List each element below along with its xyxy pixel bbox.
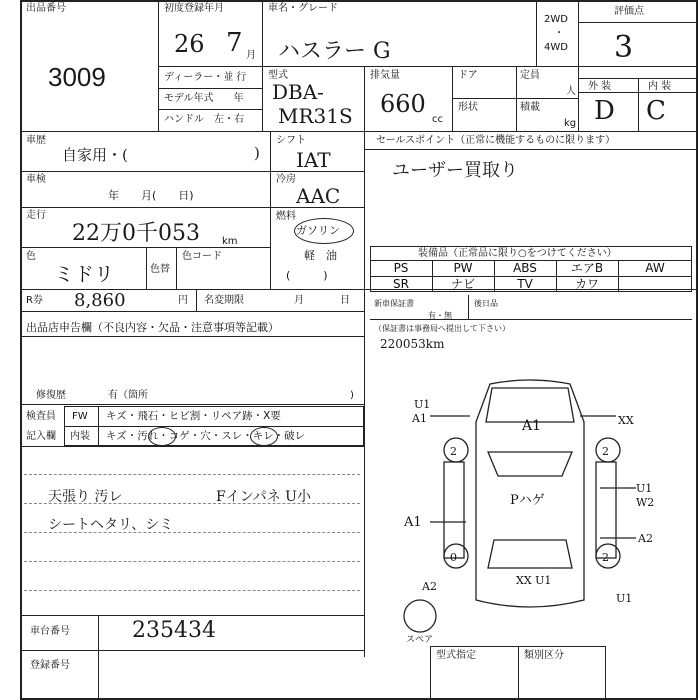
warranty-note: （保証書は事務局へ提出して下さい） <box>374 324 510 333</box>
diag-label: A1 <box>412 412 427 425</box>
divider <box>20 336 364 337</box>
note-line1: 天張り 汚レ <box>48 489 123 505</box>
spare-label: スペア <box>406 635 434 645</box>
inspector-label2: 記入欄 <box>26 431 56 442</box>
dealer-line3: ハンドル 左・右 <box>164 114 244 125</box>
color-change-label: 色替 <box>150 264 170 275</box>
displacement-unit: cc <box>432 114 443 125</box>
divider <box>364 149 698 150</box>
divider <box>20 446 364 447</box>
dealer-line1: ディーラー・並 行 <box>164 72 247 83</box>
interior-grade: C <box>646 96 666 126</box>
divider <box>364 131 365 289</box>
displacement-label: 排気量 <box>370 70 400 81</box>
fuel-selected-circle <box>294 218 354 244</box>
equip-navi: ナビ <box>450 277 475 291</box>
divider <box>98 406 99 446</box>
divider <box>468 295 469 319</box>
capacity-label: 定員 <box>520 70 540 81</box>
repair-close: ) <box>350 390 354 401</box>
mileage-value: 22万0千053 <box>72 221 200 246</box>
diag-label: Pハゲ <box>510 493 545 508</box>
color-code-label: 色コード <box>182 251 222 262</box>
interior-label: 内 装 <box>648 81 672 92</box>
capacity-unit: 人 <box>566 86 576 97</box>
damage-diagram <box>370 352 692 652</box>
rear-seat-label: 後日品 <box>474 299 498 308</box>
fw-label: FW <box>72 411 88 422</box>
diag-label: 2 <box>450 445 457 458</box>
divider <box>20 131 698 132</box>
registration-label: 登録番号 <box>30 660 70 671</box>
note-line1b: Fインパネ U小 <box>216 489 311 505</box>
diag-label: A1 <box>404 515 422 530</box>
diag-label: A1 <box>522 418 542 434</box>
name-change-month: 月 <box>294 295 304 306</box>
divider <box>158 88 262 89</box>
equip-airbag: エアB <box>570 261 604 275</box>
mileage-label: 走行 <box>26 210 46 221</box>
first-reg-label: 初度登録年月 <box>164 3 224 14</box>
frame-value: 235434 <box>132 618 216 643</box>
mileage-unit: km <box>222 236 238 247</box>
shape-label: 形状 <box>458 102 478 113</box>
divider <box>20 650 364 651</box>
spare-tire <box>404 600 436 632</box>
name-change-label: 名変期限 <box>204 295 244 306</box>
first-reg-month: 7 <box>226 28 243 58</box>
drive-dot: ・ <box>554 28 564 39</box>
first-reg-year: 26 <box>174 30 205 58</box>
divider <box>158 109 262 110</box>
note-line <box>24 561 360 562</box>
history-close: ) <box>254 144 260 162</box>
displacement-value: 660 <box>380 90 426 118</box>
divider <box>536 0 537 66</box>
divider <box>20 311 364 312</box>
stain-mark-circle <box>148 427 176 446</box>
divider <box>638 78 639 131</box>
equip-sr: SR <box>393 277 409 291</box>
equipment-title: 装備品（正常品に限り○をつけてください） <box>418 248 617 259</box>
fuel-label: 燃料 <box>276 211 296 222</box>
divider <box>364 66 365 131</box>
doors-label: ドア <box>458 70 478 81</box>
diag-label: A2 <box>638 532 653 545</box>
shift-value: IAT <box>296 148 331 172</box>
model-line1: DBA- <box>272 80 324 104</box>
diag-label: U1 <box>414 398 431 411</box>
divider <box>158 66 698 67</box>
divider <box>370 319 692 320</box>
rear-window <box>488 540 572 568</box>
equip-tv: TV <box>517 277 533 291</box>
diag-label: 0 <box>450 551 457 564</box>
remarks-label: 出品店申告欄（不良内容・欠品・注意事項等記載） <box>26 321 279 334</box>
repair-value: 有（箇所 <box>108 390 148 401</box>
hood-outline <box>486 388 574 422</box>
diag-label: XX <box>618 414 634 427</box>
divider <box>518 646 519 700</box>
divider <box>452 98 578 99</box>
divider <box>270 131 271 289</box>
load-label: 積載 <box>520 102 540 113</box>
divider <box>20 615 364 616</box>
equip-abs: ABS <box>513 261 537 275</box>
diag-label: U1 <box>616 592 633 605</box>
history-value: 自家用・( <box>62 146 128 164</box>
exterior-label: 外 装 <box>588 81 612 92</box>
lot-label: 出品番号 <box>26 3 66 14</box>
interior-insp-label: 内装 <box>70 431 90 442</box>
inspection-label: 車検 <box>26 174 46 185</box>
recycle-label: R券 <box>26 295 43 306</box>
frame-label: 車台番号 <box>30 626 70 637</box>
month-unit: 月 <box>246 50 256 61</box>
divider <box>578 22 698 23</box>
divider <box>146 247 147 289</box>
exterior-grade: D <box>594 96 615 126</box>
shift-label: シフト <box>276 135 306 146</box>
equip-pw: PW <box>453 261 473 275</box>
ac-label: 冷房 <box>276 174 296 185</box>
sales-point-value: ユーザー買取り <box>392 160 518 181</box>
class-label: 類別区分 <box>524 650 564 661</box>
fuel-gasoline: ガソリン <box>296 224 340 237</box>
divider <box>20 404 364 405</box>
name-change-day: 日 <box>340 295 350 306</box>
color-label: 色 <box>26 251 36 262</box>
divider <box>64 426 364 427</box>
drive-4wd: 4WD <box>544 42 568 53</box>
divider <box>196 289 197 311</box>
diag-label: W2 <box>636 496 655 509</box>
equip-ps: PS <box>393 261 409 275</box>
diag-label: 2 <box>602 551 609 564</box>
diag-label: 2 <box>602 445 609 458</box>
equip-leather: カワ <box>574 277 599 291</box>
inspection-template: 年 月( 日) <box>108 189 194 202</box>
warranty-handwritten: 220053km <box>380 337 445 351</box>
dealer-line2: モデル年式 年 <box>164 93 244 104</box>
divider <box>176 247 177 289</box>
interior-insp-items: キズ・汚れ・コゲ・穴・スレ・キレ・破レ <box>106 430 306 442</box>
divider <box>98 615 99 700</box>
vehicle-label: 車名・グレード <box>268 3 338 14</box>
score-value: 3 <box>614 30 634 65</box>
divider <box>20 247 270 248</box>
scuff-mark-circle <box>250 427 278 446</box>
ac-value: AAC <box>296 184 341 208</box>
drive-2wd: 2WD <box>544 14 568 25</box>
diag-label: A2 <box>422 580 437 593</box>
diag-label: U1 <box>636 482 653 495</box>
vehicle-name: ハスラー G <box>278 39 391 64</box>
lot-number: 3009 <box>48 62 106 92</box>
warranty-value: 有・無 <box>428 311 452 320</box>
warranty-label: 新車保証書 <box>374 299 414 308</box>
color-value: ミドリ <box>54 262 114 286</box>
windshield <box>488 452 572 476</box>
recycle-value: 8,860 <box>74 290 126 311</box>
load-unit: kg <box>564 118 577 129</box>
inspector-label1: 検査員 <box>26 411 56 422</box>
fuel-other: ( ) <box>286 269 328 282</box>
model-label: 型式 <box>268 70 288 81</box>
repair-label: 修復歴 <box>36 390 66 401</box>
note-line <box>24 474 360 475</box>
diag-label: XX U1 <box>516 574 552 587</box>
history-label: 車歴 <box>26 135 46 146</box>
sales-point-label: セールスポイント（正常に機能するものに限ります） <box>376 135 616 146</box>
score-label: 評価点 <box>614 6 644 17</box>
divider <box>578 78 698 79</box>
recycle-unit: 円 <box>178 295 188 306</box>
note-line2: シートヘタリ、シミ <box>48 517 174 533</box>
divider <box>364 289 365 657</box>
type-designation-label: 型式指定 <box>436 650 476 661</box>
fw-items: キズ・飛石・ヒビ割・リペア跡・X要 <box>106 410 281 422</box>
note-line <box>24 590 360 591</box>
fuel-light-oil: 軽 油 <box>304 249 337 262</box>
equip-aw: AW <box>645 261 665 275</box>
model-line2: MR31S <box>278 104 353 128</box>
